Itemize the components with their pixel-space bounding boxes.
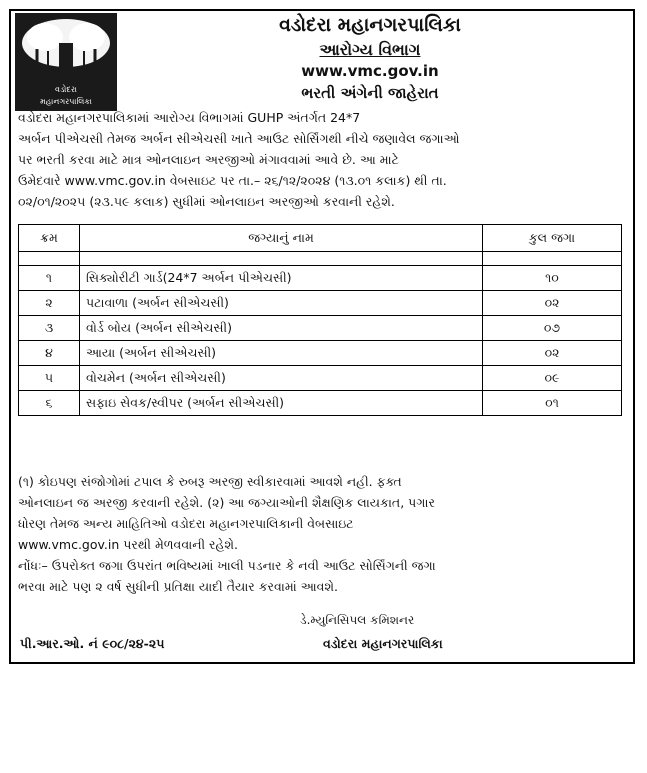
row-post-name: આયા (અર્બન સીએચસી) <box>80 341 483 366</box>
footer-organization: વડોદરા મહાનગરપાલિકા <box>323 636 443 651</box>
website-link[interactable]: www.vmc.gov.in <box>301 62 439 80</box>
intro-line: ઉમેદવારે www.vmc.gov.in વેબસાઇટ પર તા.– ૨૬/૧૨/૨૦૨૪ (૧૩.૦૧ કલાક) થી તા. <box>18 173 447 188</box>
table-row <box>19 341 622 366</box>
row-post-count: ૦૯ <box>483 366 622 391</box>
table-row <box>19 366 622 391</box>
intro-paragraph <box>18 107 626 212</box>
notes-paragraph <box>18 471 626 597</box>
row-post-name: પટાવાળા (અર્બન સીએચસી) <box>80 291 483 316</box>
department-heading: આરોગ્ય વિભાગ <box>319 40 421 59</box>
notes-line: (૧) કોઇપણ સંજોગોમાં ટપાલ કે રુબરૂ અરજી સ્વીકારવામાં આવશે નહી. ફક્ત <box>18 474 402 489</box>
row-post-count: ૦૨ <box>483 291 622 316</box>
row-serial: ૩ <box>19 316 80 341</box>
notice-title: ભરતી અંગેની જાહેરાત <box>301 84 439 102</box>
column-header-post-name: જગ્યાનું નામ <box>80 225 483 252</box>
table-row <box>19 316 622 341</box>
row-serial: ૬ <box>19 391 80 416</box>
table-row <box>19 266 622 291</box>
row-serial: ૫ <box>19 366 80 391</box>
row-post-name: સફાઇ સેવક/સ્વીપર (અર્બન સીએચસી) <box>80 391 483 416</box>
logo-text-line2: મહાનગરપાલિકા <box>40 97 92 106</box>
org-name-heading: વડોદરા મહાનગરપાલિકા <box>279 14 461 36</box>
row-post-count: ૧૦ <box>483 266 622 291</box>
row-serial: ૧ <box>19 266 80 291</box>
intro-line: વડોદરા મહાનગરપાલિકામાં આરોગ્ય વિભાગમાં GUHP અંતર્ગત 24*7 <box>18 110 361 125</box>
posts-table <box>18 224 622 416</box>
row-post-name: વોર્ડ બોય (અર્બન સીએચસી) <box>80 316 483 341</box>
table-header-row <box>19 225 622 252</box>
banyan-tree-icon <box>15 13 117 85</box>
intro-line: અર્બન પીએચસી તેમજ અર્બન સીએચસી ખાતે આઉટ સોર્સિંગથી નીચે જણાવેલ જગાઓ <box>18 131 460 146</box>
notes-line: ધોરણ તેમજ અન્ય માહિતિઓ વડોદરા મહાનગરપાલિકાની વેબસાઇટ <box>18 516 354 531</box>
table-spacer-row <box>19 252 622 266</box>
intro-line: પર ભરતી કરવા માટે માત્ર ઓનલાઇન અરજીઓ મંગાવવામાં આવે છે. આ માટે <box>18 152 399 167</box>
pro-number: પી.આર.ઓ. નં ૯૦૮/૨૪-૨૫ <box>20 636 165 651</box>
notes-line: www.vmc.gov.in પરથી મેળવવાની રહેશે. <box>18 537 239 552</box>
column-header-total-posts: કુલ જગા <box>483 225 622 252</box>
notes-line: નોંધઃ– ઉપરોક્ત જગા ઉપરાંત ભવિષ્યમાં ખાલી પડનાર કે નવી આઉટ સોર્સિંગની જગા <box>18 558 436 573</box>
row-serial: ૨ <box>19 291 80 316</box>
row-post-name: વોચમેન (અર્બન સીએચસી) <box>80 366 483 391</box>
row-post-count: ૦૭ <box>483 316 622 341</box>
table-row <box>19 291 622 316</box>
notes-line: ઓનલાઇન જ અરજી કરવાની રહેશે. (૨) આ જગ્યાઓની શૈક્ષણિક લાયકાત, પગાર <box>18 495 435 510</box>
row-post-count: ૦૨ <box>483 341 622 366</box>
signatory-title: ડે.મ્યુનિસિપલ કમિશનર <box>300 613 415 627</box>
table-row <box>19 391 622 416</box>
column-header-serial: ક્રમ <box>19 225 80 252</box>
notes-line: ભરવા માટે પણ ૨ વર્ષ સુધીની પ્રતિક્ષા યાદી તૈયાર કરવામાં આવશે. <box>18 579 339 594</box>
intro-line: ૦૨/૦૧/૨૦૨૫ (૨૩.૫૯ કલાક) સુધીમાં ઓનલાઇન અરજીઓ કરવાની રહેશે. <box>18 194 395 209</box>
vmc-logo <box>15 13 117 111</box>
row-post-name: સિક્યોરીટી ગાર્ડ(24*7 અર્બન પીએચસી) <box>80 266 483 291</box>
logo-text-line1: વડોદરા <box>55 85 77 94</box>
row-post-count: ૦૧ <box>483 391 622 416</box>
row-serial: ૪ <box>19 341 80 366</box>
